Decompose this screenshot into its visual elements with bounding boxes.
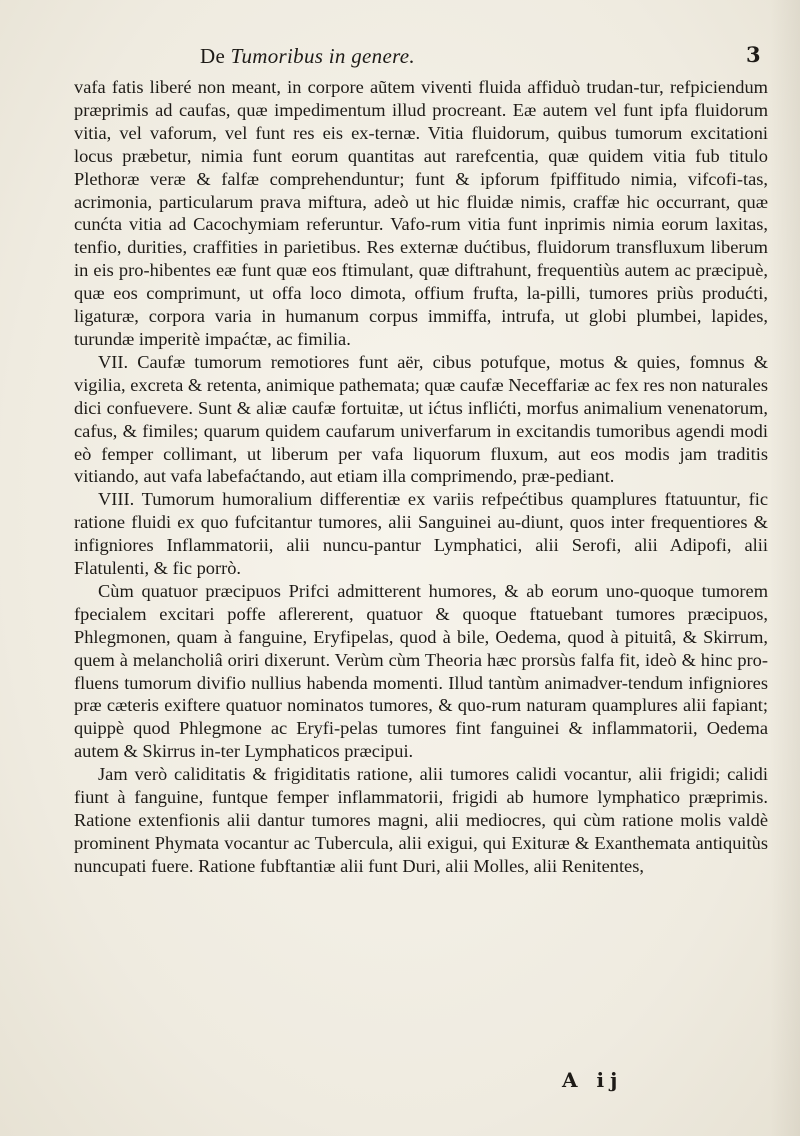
paragraph-vi-continued: vafa fatis liberé non meant, in corpore aũtem viventi fluida affiduò trudan-tur, refpiciendum præprimis ad caufas, quæ impedimentum illud procreant. Eæ autem vel funt ipfa fluidorum vitia, vel vaforum, vel funt res eis ex-ternæ. Vitia fluidorum, quibus tumorum excitationi locus præbetur, nimia funt eorum quantitas aut rarefcentia, quæ quidem vitia fub titulo Plethoræ veræ & falfæ comprehenduntur; funt & ipforum fpiffitudo nimia, vifcofi-tas, acrimonia, particularum prava miftura, adeò ut hic fluidæ nimis, craffæ hic occurrant, quæ cunćta vitia ad Cacochymiam referuntur. Vafo-rum vitia funt inprimis nimia eorum laxitas, tenfio, durities, craffities in parietibus. Res externæ dućtibus, fluidorum transfluxum liberum in eis pro-hibentes eæ funt quæ eos ftimulant, quæ diftrahunt, frequentiùs autem ac præcipuè, quæ eos comprimunt, ut offa loco dimota, offium frufta, la-pilli, tumores priùs produćti, ligaturæ, corpora varia in humanum corpus immiffa, intrufa, ut globi plumbei, lapides, turundæ imperitè impaćtæ, ac fimilia. [74,77,768,349]
paragraph-humores: Cùm quatuor præcipuos Prifci admitterent humores, & ab eorum uno-quoque tumorem fpecialem excitari poffe aflererent, quatuor & quoque ftatuebant tumores præcipuos, Phlegmonen, quam à fanguine, Eryfipelas, quod à bile, Oedema, quod à pituitâ, & Skirrum, quem à melancholiâ oriri dixerunt. Verùm cùm Theoria hæc prorsùs falfa fit, ideò & hinc pro-fluens tumorum divifio nullius habenda momenti. Illud tantùm animadver-tendum infigniores præ cæteris exiftere quatuor nominatos tumores, & quo-rum naturam quamplures alii fapiant; quippè quod Phlegmone ac Eryfi-pelas tumores fint fanguinei & inflammatorii, Oedema autem & Skirrus in-ter Lymphaticos præcipui. [74,580,768,762]
signature-mark: A ij [562,1068,624,1092]
running-title-first: De [200,44,226,68]
page-edge-shadow [770,0,800,1136]
running-head [200,44,415,69]
paragraph-caliditatis: Jam verò caliditatis & frigiditatis ratione, alii tumores calidi vocantur, alii frigidi; calidi fiunt à fanguine, funtque femper inflammatorii, frigidi ab humore lymphatico præprimis. Ratione extenfionis alii dantur tumores magni, alii mediocres, qui cùm ratione molis valdè prominent Phymata vocantur ac Tubercula, alii exigui, qui Exituræ & Exanthemata antiquitùs nuncupati fuere. Ratione fubftantiæ alii funt Duri, alii Molles, alii Renitentes, [74,764,768,876]
body-text [74,76,768,878]
running-title: Tumoribus in genere. [230,44,415,68]
paragraph-viii: VIII. Tumorum humoralium differentiæ ex variis refpećtibus quamplures ftatuuntur, fic ratione fluidi ex quo fufcitantur tumores, alii Sanguinei au-diunt, quos inter frequentiores & infigniores Inflammatorii, alii nuncu-pantur Lymphatici, alii Serofi, alii Adipofi, alii Flatulenti, & fic porrò. [74,489,768,579]
page-number: 3 [746,42,761,67]
paragraph-vii: VII. Caufæ tumorum remotiores funt aër, cibus potufque, motus & quies, fomnus & vigilia, excreta & retenta, animique pathemata; quæ caufæ Neceffariæ ac fex res non naturales dici confuevere. Sunt & aliæ caufæ fortuitæ, ut ićtus inflićti, morfus animalium venenatorum, cafus, & fimiles; quarum quidem caufarum univerfarum in excitandis tumoribus agendi modi eò femper collimant, ut liberum per vafa liquorum fluxum, aut eos modis jam traditis vitiando, aut vafa labefaćtando, aut etiam illa comprimendo, præ-pediant. [74,351,768,487]
